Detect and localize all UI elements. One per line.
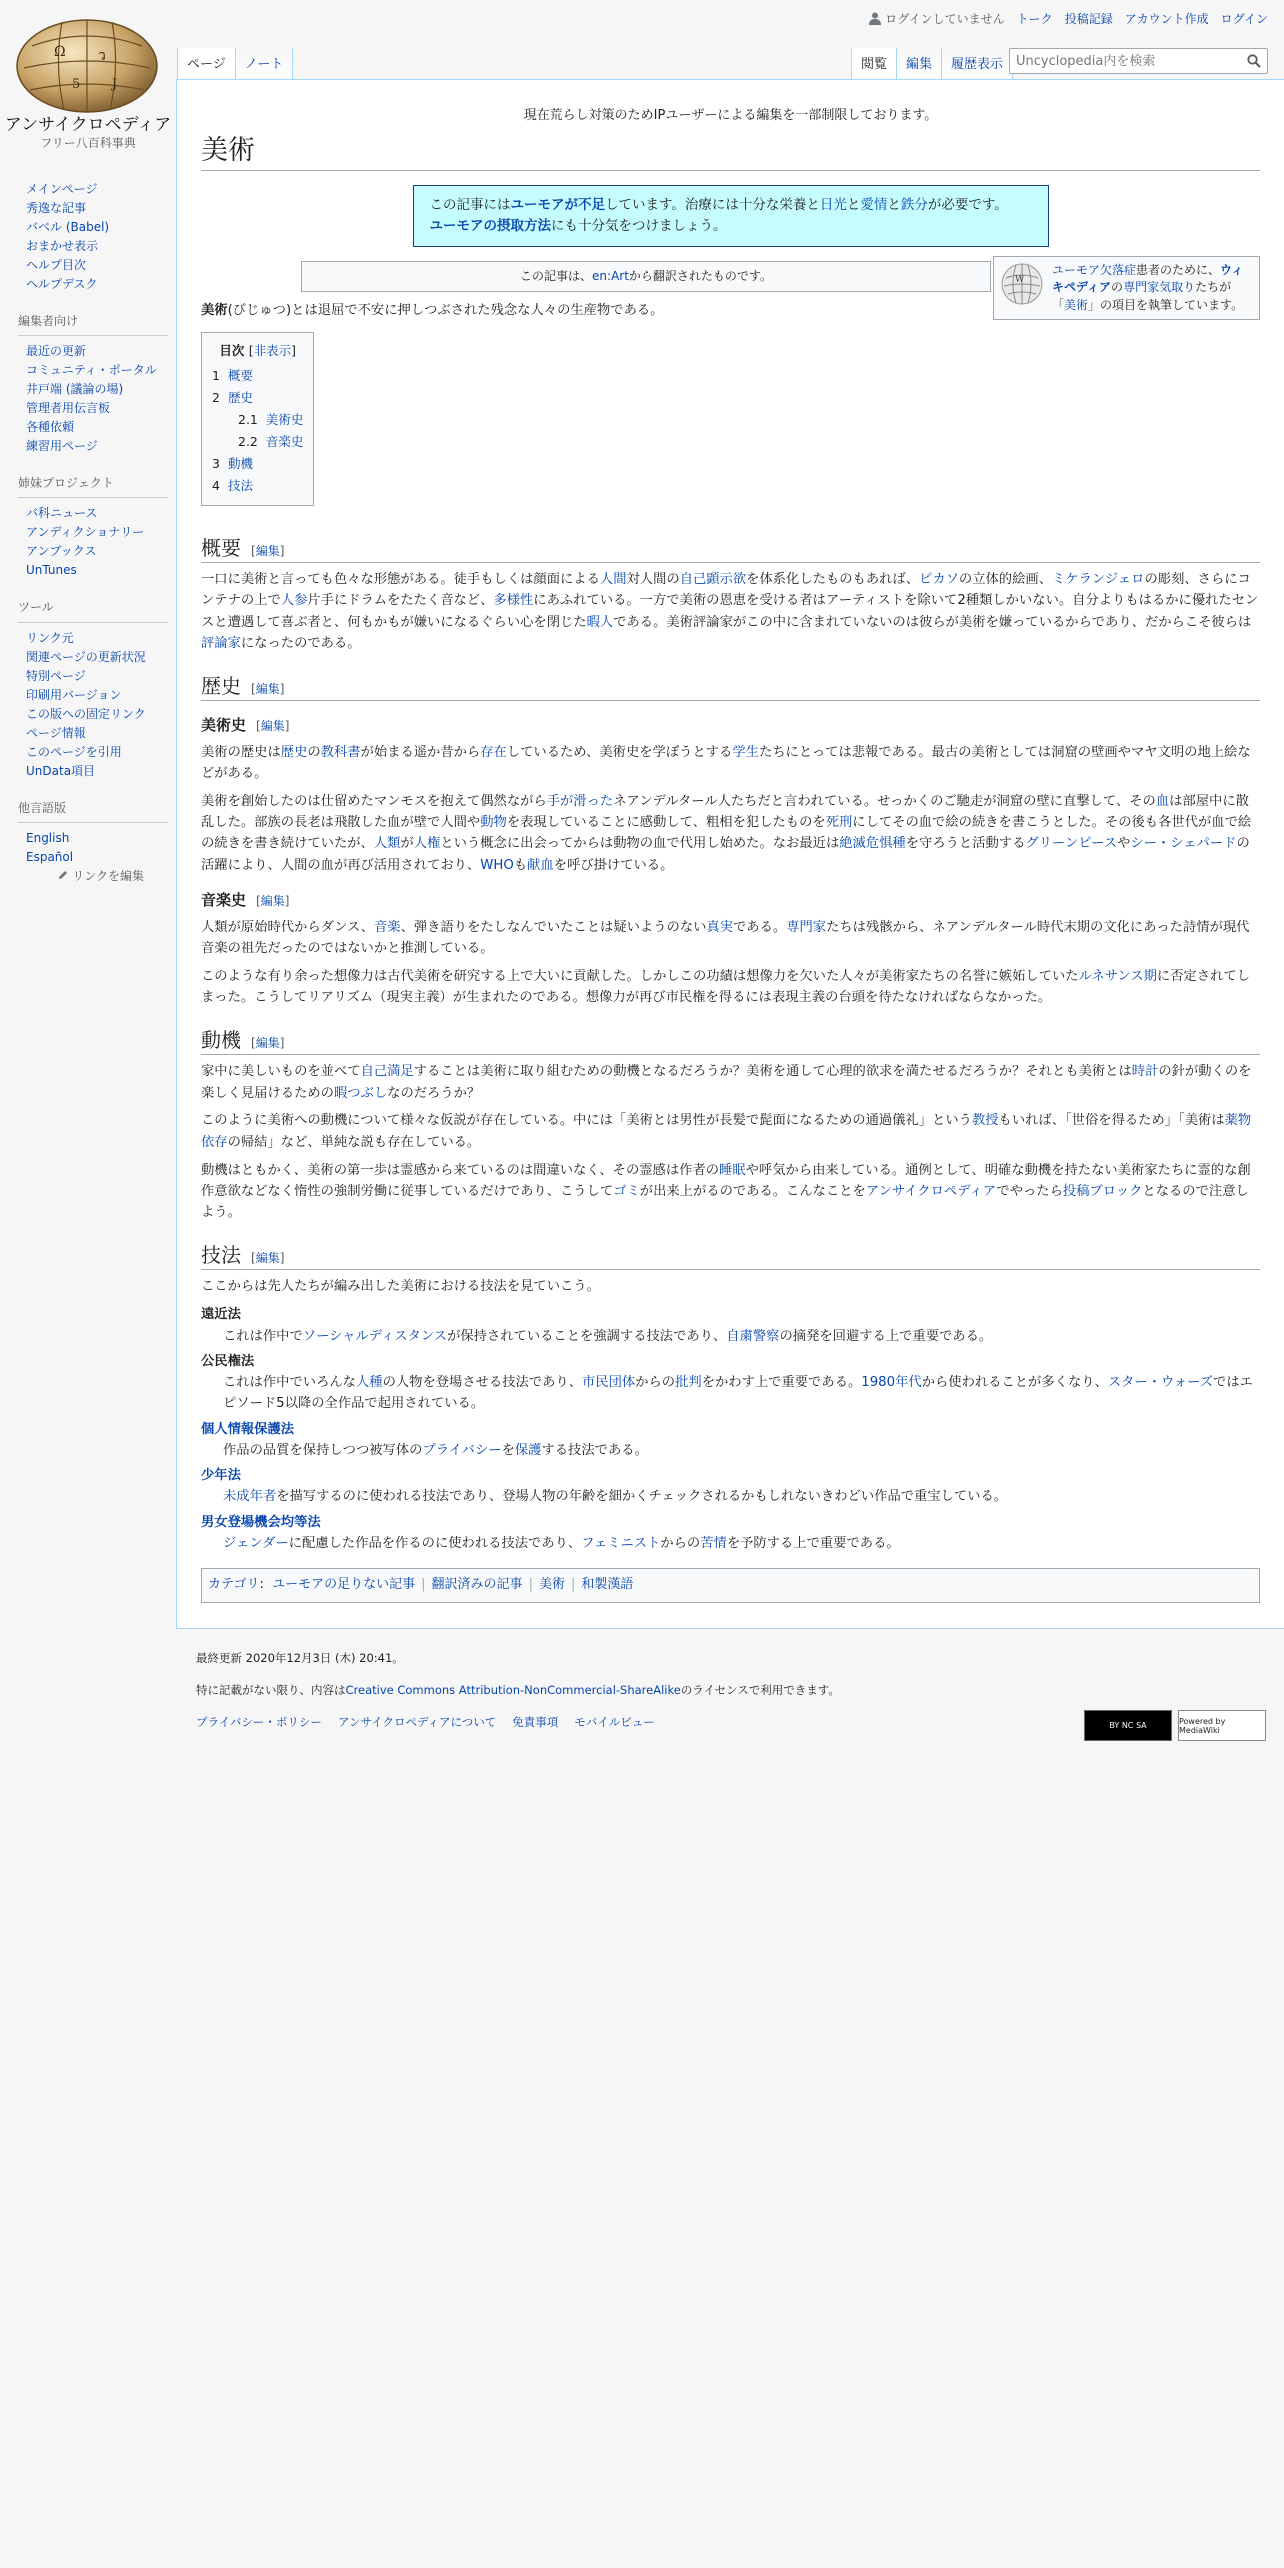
last-modified: 最終更新 2020年12月3日 (木) 20:41。 [196,1651,404,1665]
footer-mobile-link[interactable]: モバイルビュー [574,1715,655,1729]
inline-link[interactable]: 死刑 [825,815,853,831]
sidebar-sister [18,470,168,594]
category-link[interactable]: 和製漢語 [581,1577,634,1593]
toc-item[interactable]: 2.1 美術史 [238,412,304,428]
wikipedia-box-text: ユーモア欠落症患者のために、ウィキペディアの専門家気取りたちが「美術」の項目を執筆しています。 [1052,263,1244,312]
sidebar-item-random[interactable]: おまかせ表示 [26,239,99,253]
search-box [1009,48,1268,74]
technique-term-link[interactable]: 男女登場機会均等法 [201,1514,321,1530]
art-history-paragraph-1: 美術の歴史は歴史の教科書が始まる遥か昔から存在しているため、美術史を学ぼうとする学生たちにとっては悲報である。最古の美術としては洞窟の壁画やマヤ文明の地上絵などがある。 [201,744,1251,781]
inline-link[interactable]: 献血 [527,857,554,873]
inline-link[interactable]: 暇人 [586,614,614,630]
sidebar-heading-sister: 姉妹プロジェクト [18,470,168,498]
edit-links[interactable] [26,867,144,884]
inline-link[interactable]: 暇つぶし [333,1085,388,1101]
technique-term-link[interactable]: 少年法 [201,1468,241,1484]
wikipedia-globe-icon [1000,262,1044,306]
inline-link[interactable]: 学生 [732,744,759,760]
inline-link[interactable]: 人類 [373,836,401,852]
sidebar-item-cite[interactable]: このページを引用 [26,744,122,759]
sidebar-item-unnews[interactable]: バ科ニュース [26,506,98,521]
link-humor-intake[interactable]: ユーモアの摂取方法 [429,218,551,235]
link-pseudo-experts[interactable]: 専門家気取り [1123,280,1196,295]
sidebar-item-requests[interactable]: 各種依頼 [26,420,75,435]
view-tabs [851,48,1013,80]
svg-text:J: J [112,77,118,92]
section-edit-link[interactable]: 編集 [255,1251,280,1266]
inline-link[interactable]: 時計 [1131,1064,1159,1080]
inline-link[interactable]: 人種 [355,1375,383,1391]
content-area [176,79,1284,1629]
inline-link[interactable]: 自己満足 [360,1064,414,1080]
sidebar-heading-editors: 編集者向け [18,308,168,336]
site-notice: 現在荒らし対策のためIPユーザーによる編集を一部制限しております。 [523,108,938,123]
sidebar-item-babel[interactable]: バベル (Babel) [26,220,110,234]
section-edit-link[interactable]: 編集 [260,719,285,734]
section-edit-link[interactable]: 編集 [255,682,280,697]
categories-label[interactable]: カテゴリ [208,1577,260,1593]
create-account-link[interactable]: アカウント作成 [1124,12,1209,26]
anon-label: ログインしていません [885,12,1005,26]
sidebar [0,180,176,898]
inline-link[interactable]: スター・ウォーズ [1107,1375,1214,1391]
sidebar-item-undata[interactable]: UnData項目 [26,763,96,778]
cc-license-badge[interactable]: BY NC SA [1084,1710,1172,1741]
inline-link[interactable]: 薬物依存 [201,1113,1252,1150]
inline-link[interactable]: ジェンダー [223,1536,289,1552]
sidebar-editors [18,308,168,470]
namespace-tabs [177,48,293,80]
search-input[interactable] [1010,49,1235,73]
inline-link[interactable]: ミケランジェロ [1052,572,1145,588]
sidebar-item-whatlinkshere[interactable]: リンク元 [26,630,74,645]
technique-intro: ここからは先人たちが編み出した美術における技法を見ていこう。 [201,1279,600,1295]
sidebar-item-printable[interactable]: 印刷用バージョン [26,687,122,702]
category-link[interactable]: 美術 [538,1577,565,1593]
logo-subtitle: フリー八百科事典 [40,136,136,150]
sidebar-item-unbooks[interactable]: アンブックス [26,544,97,559]
link-wikipedia[interactable]: ウィキペディア [1052,263,1244,295]
link-humor-deficiency[interactable]: ユーモア欠落症 [1052,263,1137,277]
inline-link[interactable]: フェミニスト [581,1536,661,1552]
sidebar-item-page-info[interactable]: ページ情報 [26,725,86,740]
sidebar-nav [26,180,168,308]
tab-page[interactable]: ページ [177,48,236,80]
inline-link[interactable]: 自己顕示欲 [679,572,747,588]
inline-link[interactable]: 多様性 [493,593,534,609]
technique-term: 公民権法 [201,1353,255,1369]
footer-badges [1084,1710,1266,1741]
inline-link[interactable]: 歴史 [280,744,308,760]
inline-link[interactable]: 市民団体 [582,1375,636,1391]
license-link[interactable]: Creative Commons Attribution-NonCommercial-ShareAlike [345,1683,681,1697]
contribs-link[interactable]: 投稿記録 [1064,12,1113,26]
inline-link[interactable]: 音楽 [374,919,401,935]
inline-link[interactable]: 専門家 [786,919,827,935]
tab-history[interactable]: 履歴表示 [942,48,1013,80]
sidebar-item-sandbox[interactable]: 練習用ページ [26,439,98,454]
link-sunlight[interactable]: 日光 [819,197,847,214]
inline-link[interactable]: 1980年代 [861,1375,922,1391]
sidebar-item-admin-board[interactable]: 管理者用伝言板 [26,401,111,416]
technique-desc: これは作中でいろんな人種の人物を登場させる技法であり、市民団体からの批判をかわす上で重要である。1980年代から使われることが多くなり、スター・ウォーズではエピソード5以降の全作品で起用されている。 [223,1375,1253,1412]
inline-link[interactable]: 未成年者 [223,1489,277,1505]
toc-hide-toggle[interactable]: 非表示 [253,343,292,359]
edit-links-label: リンクを編集 [72,868,144,883]
toc-item[interactable]: 2 歴史 [212,390,253,406]
inline-link[interactable]: 手が滑った [546,793,614,809]
translation-notice: この記事は、en:Artから翻訳されたものです。 [301,261,991,292]
sidebar-item-village-pump[interactable]: 井戸端 (議論の場) [26,382,124,397]
link-love[interactable]: 愛情 [860,197,888,214]
inline-link[interactable]: ソーシャルディスタンス [302,1328,448,1344]
site-logo[interactable] [0,0,176,160]
talk-link[interactable]: トーク [1016,12,1053,26]
inline-link[interactable]: 苦情 [700,1536,727,1552]
inline-link[interactable]: WHO [480,857,514,873]
inline-link[interactable]: 投稿ブロック [1062,1183,1143,1199]
section-heading-motive: 動機 [編集] [201,1026,1260,1055]
section-edit-link[interactable]: 編集 [255,544,280,559]
link-iron[interactable]: 鉄分 [900,197,928,214]
wikipedia-box [993,256,1260,320]
motive-paragraph-3: 動機はともかく、美術の第一歩は霊感から来ているのは間違いなく、その霊感は作者の睡眠や呼気から由来している。通例として、明確な動機を持たない美術家たちに霊的な創作意欲などなく惰性の強制労働に従事しているだけであり、こうしてゴミが出来上がるのである。こんなことをアンサイクロペディアでやったら投稿ブロックとなるので注意しよう。 [201,1162,1251,1221]
overview-paragraph: 一口に美術と言っても色々な形態がある。徒手もしくは顔面による人間対人間の自己顕示欲を体系化したものもあれば、ピカソの立体的絵画、ミケランジェロの彫刻、さらにコンテナの上で人参片手にドラムをたたく音など、多様性にあふれている。一方で美術の恩恵を受ける者はアーティストを除いて2種類しかいない。自分よりもはるかに優れたセンスと遭遇して喜ぶ者と、何もかもが嫌いになるぐらい心を閉じた暇人である。美術評論家がこの中に含まれていないのは彼らが美術を嫌っているからであり、だからこそ彼らは評論家になったのである。 [201,572,1259,651]
search-icon[interactable] [1247,54,1261,68]
inline-link[interactable]: 自粛警察 [726,1328,780,1344]
inline-link[interactable]: 批判 [675,1375,702,1391]
intro-paragraph: 美術(びじゅつ)とは退屈で不安に押しつぶされた残念な人々の生産物である。 [201,303,664,319]
page-title: 美術 [201,133,1260,171]
sidebar-languages [18,795,168,898]
inline-link[interactable]: 睡眠 [719,1162,746,1178]
inline-link[interactable]: 人権 [413,836,441,852]
puzzle-globe-logo-icon [12,6,162,118]
section-edit-link[interactable]: 編集 [255,1036,280,1051]
sidebar-item-featured[interactable]: 秀逸な記事 [26,201,87,215]
toc-item[interactable]: 1 概要 [212,368,253,384]
tab-edit[interactable]: 編集 [897,48,942,80]
inline-link[interactable]: 教授 [971,1113,999,1129]
sidebar-item-permalink[interactable]: この版への固定リンク [26,706,146,721]
subsection-heading-art-history: 美術史 [編集] [201,716,290,735]
motive-paragraph-1: 家中に美しいものを並べて自己満足することは美術に取り組むための動機となるだろうか？美術を通して心理的欲求を満たせるだろうか？それとも美術とは時計の針が動くのを楽しく見届けるための暇つぶしなのだろうか？ [201,1064,1252,1101]
sidebar-item-help-desk[interactable]: ヘルプデスク [26,277,98,291]
license-notice: 特に記載がない限り、内容はCreative Commons Attribution-NonCommercial-ShareAlikeのライセンスで利用できます。 [196,1683,840,1697]
inline-link[interactable]: グリーンピース [1025,836,1118,852]
sidebar-item-related-changes[interactable]: 関連ページの更新状況 [26,649,146,664]
login-link[interactable]: ログイン [1220,12,1268,26]
sidebar-item-untunes[interactable]: UnTunes [26,563,77,578]
personal-tools [869,10,1268,27]
tab-note[interactable]: ノート [236,48,294,80]
sidebar-item-special-pages[interactable]: 特別ページ [26,668,86,683]
anon-status [869,10,1004,27]
inline-link[interactable]: 血 [1155,793,1170,809]
sidebar-item-help-index[interactable]: ヘルプ目次 [26,258,87,272]
sidebar-tools [18,594,168,794]
music-history-paragraph-1: 人類が原始時代からダンス、音楽、弾き語りをたしなんでいたことは疑いようのない真実である。専門家たちは残骸から、ネアンデルタール時代末期の文化にあった詩情が現代音楽の祖先だったのではないかと推測している。 [201,919,1250,956]
inline-link[interactable]: 人参 [280,593,308,609]
svg-text:Ω: Ω [54,44,66,60]
sidebar-item-community-portal[interactable]: コミュニティ・ポータル [26,363,157,378]
link-wp-art[interactable]: 美術 [1064,297,1089,312]
section-edit-link[interactable]: 編集 [260,893,285,908]
technique-desc: ジェンダーに配慮した作品を作るのに使われる技法であり、フェミニストからの苦情を予防する上で重要である。 [223,1536,900,1552]
technique-list [201,1304,1260,1554]
inline-link[interactable]: 保護 [514,1442,542,1458]
section-heading-overview: 概要 [編集] [201,534,1260,563]
art-history-paragraph-2: 美術を創始したのは仕留めたマンモスを抱えて偶然ながら手が滑ったネアンデルタール人たちだと言われている。せっかくのご馳走が洞窟の壁に直撃して、その血は部屋中に散乱した。部族の長老は飛散した血が壁で人間や動物を表現していることに感動して、粗相を犯したものを死刑にしてその血で絵の続きを書こうとした。その後も各世代が血で絵の続きを書き続けていたが、人類が人権という概念に出会ってからは動物の血で代用し始めた。なお最近は絶滅危惧種を守ろうと活動するグリーンピースやシー・シェパードの活躍により、人間の血が再び活用されており、WHOも献血を呼び掛けている。 [201,793,1252,873]
svg-text:W: W [1015,275,1025,285]
toc-title: 目次 [非表示] [219,343,297,359]
sidebar-item-recent-changes[interactable]: 最近の更新 [26,344,87,359]
footer-about-link[interactable]: アンサイクロペディアについて [337,1715,497,1729]
sidebar-item-lang-english[interactable]: English [26,830,70,845]
music-history-paragraph-2: このような有り余った想像力は古代美術を研究する上で大いに貢献した。しかしこの功績は想像力を欠いた人々が美術家たちの名誉に嫉妬していたルネサンス期に否定されてしまった。こうしてリアリズム（現実主義）が生まれたのである。想像力が再び市民権を得るには表現主義の台頭を待たなければならなかった。 [201,968,1250,1006]
category-links: カテゴリ: ユーモアの足りない記事 | 翻訳済みの記事 | 美術 | 和製漢語 [201,1568,1260,1603]
technique-desc: 未成年者を描写するのに使われる技法であり、登場人物の年齢を細かくチェックされるかもしれないきわどい作品で重宝している。 [223,1489,1008,1505]
category-link[interactable]: ユーモアの足りない記事 [272,1577,416,1593]
link-humor-lacking[interactable]: ユーモアが不足 [510,197,605,214]
pencil-icon [58,870,68,880]
inline-link[interactable]: 動物 [480,815,507,831]
motive-paragraph-2: このように美術への動機について様々な仮説が存在している。中には「美術とは男性が長髪で髭面になるための通過儀礼」という教授もいれば、「世俗を得るため」「美術は薬物依存の帰結」など、単純な説も存在している。 [201,1113,1252,1150]
sidebar-heading-languages: 他言語版 [18,795,168,823]
inline-link[interactable]: ピカソ [919,572,959,588]
section-heading-technique: 技法 [編集] [201,1241,1260,1270]
inline-link[interactable]: 絶滅危惧種 [839,836,906,852]
inline-link[interactable]: 存在 [480,744,507,760]
article-body [201,185,1260,1603]
logo-title: アンサイクロペディア [4,115,172,135]
sidebar-item-undictionary[interactable]: アンディクショナリー [26,525,145,540]
technique-desc: これは作中でソーシャルディスタンスが保持されていることを強調する技法であり、自粛警察の摘発を回避する上で重要である。 [223,1328,993,1344]
toc-item[interactable]: 3 動機 [212,456,253,472]
sidebar-item-main-page[interactable]: メインページ [26,182,98,196]
inline-link[interactable]: シー・シェパード [1130,836,1237,852]
technique-desc: 作品の品質を保持しつつ被写体のプライバシーを保護する技法である。 [223,1442,648,1458]
footer [196,1650,1266,1735]
svg-text:5: 5 [72,77,81,92]
inline-link[interactable]: 真実 [706,919,734,935]
svg-text:ว: ว [98,48,106,64]
inline-link[interactable]: ルネサンス期 [1078,968,1157,984]
table-of-contents [201,332,314,506]
inline-link[interactable]: プライバシー [422,1442,502,1458]
link-en-art[interactable]: en:Art [592,268,629,283]
technique-term: 遠近法 [201,1307,241,1323]
sidebar-heading-tools: ツール [18,594,168,622]
tab-read[interactable]: 閲覧 [851,48,897,80]
section-heading-history: 歴史 [編集] [201,672,1260,701]
footer-privacy-link[interactable]: プライバシー・ポリシー [196,1715,322,1729]
inline-link[interactable]: アンサイクロペディア [865,1183,997,1199]
user-icon [869,12,881,25]
category-link[interactable]: 翻訳済みの記事 [431,1577,523,1593]
technique-term-link[interactable]: 個人情報保護法 [201,1421,295,1437]
mediawiki-badge[interactable]: Powered by MediaWiki [1178,1710,1266,1741]
inline-link[interactable]: 評論家 [201,635,241,651]
inline-link[interactable]: 人間 [599,572,627,588]
toc-item[interactable]: 4 技法 [212,478,253,494]
inline-link[interactable]: 教科書 [320,744,361,760]
toc-item[interactable]: 2.2 音楽史 [238,434,304,450]
humor-warning-box: この記事にはユーモアが不足しています。治療には十分な栄養と日光と愛情と鉄分が必要です。 ユーモアの摂取方法にも十分気をつけましょう。 [413,185,1049,247]
footer-disclaimer-link[interactable]: 免責事項 [512,1715,559,1729]
inline-link[interactable]: ゴミ [613,1183,640,1199]
subsection-heading-music-history: 音楽史 [編集] [201,890,290,909]
sidebar-item-lang-espanol[interactable]: Español [26,849,74,864]
